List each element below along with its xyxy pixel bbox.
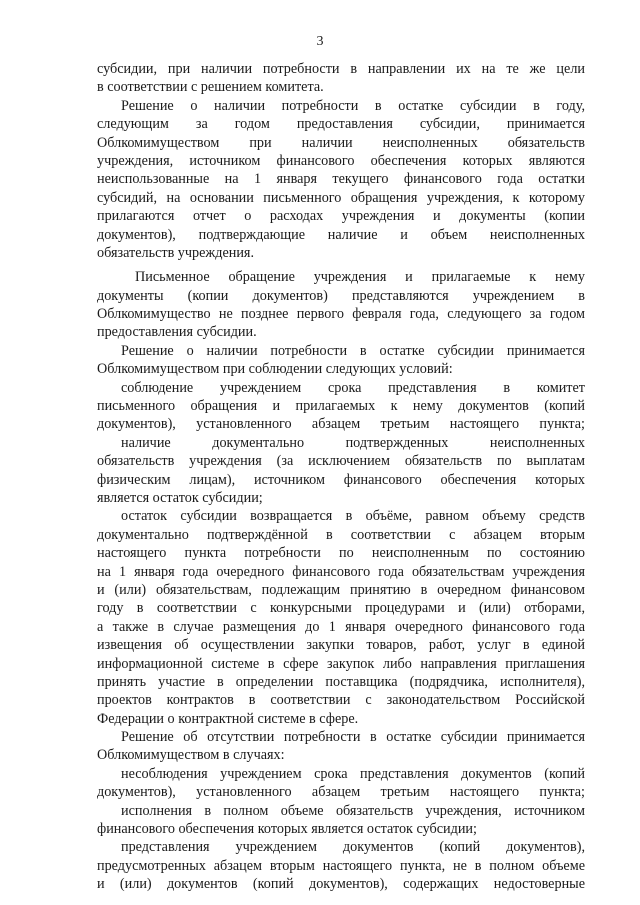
text-line: Решение об отсутствии потребности в остатке субсидии принимается — [121, 729, 585, 746]
text-line: Решение о наличии потребности в остатке субсидии принимается — [121, 342, 585, 359]
text-line: Облкомимущество не позднее первого февраля года, следующего за годом — [97, 306, 585, 323]
text-line: обязательств учреждения (за исключением обязательств по выплатам — [97, 453, 585, 470]
text-line: документов), установленного абзацем третьим настоящего пункта; — [97, 416, 585, 433]
text-line: Облкомимуществом в случаях: — [97, 747, 285, 764]
text-line: Облкомимуществом при соблюдении следующих условий: — [97, 361, 453, 378]
text-line: исполнения в полном объеме обязательств учреждения, источником — [121, 802, 585, 819]
text-line: представления учреждением документов (копий документов), — [121, 839, 585, 856]
text-line: Облкомимуществом при наличии неисполненных обязательств — [97, 134, 585, 151]
text-line: прилагаются отчет о расходах учреждения и документы (копии — [97, 208, 585, 225]
text-line: извещения об осуществлении закупки товаров, работ, услуг в единой — [97, 637, 585, 654]
text-line: субсидий, на основании письменного обращения учреждения, к которому — [97, 189, 585, 206]
text-line: обязательств учреждения. — [97, 244, 255, 261]
text-line: предусмотренных абзацем вторым настоящего пункта, не в полном объеме — [97, 857, 585, 874]
text-line: информационной системе в сфере закупок либо направления приглашения — [97, 655, 585, 672]
text-line: настоящего пункта потребности по неисполненным по состоянию — [97, 545, 585, 562]
text-line: Письменное обращение учреждения и прилагаемые к нему — [135, 269, 585, 286]
text-line: принять участие в определении поставщика (подрядчика, исполнителя), — [97, 673, 585, 690]
text-line: Федерации о контрактной системе в сфере. — [97, 710, 359, 727]
text-line: проектов контрактов в соответствии с законодательством Российской — [97, 692, 585, 709]
text-line: документов), установленного абзацем третьим настоящего пункта; — [97, 784, 585, 801]
text-line: является остаток субсидии; — [97, 489, 263, 506]
text-line: соблюдение учреждением срока представления в комитет — [121, 379, 585, 396]
text-line: субсидии, при наличии потребности в направлении их на те же цели — [97, 61, 585, 77]
text-line: документов), подтверждающие наличие и объем неисполненных — [97, 226, 585, 243]
text-line: предоставления субсидии. — [97, 324, 257, 341]
document-body — [97, 60, 585, 894]
text-line: неиспользованные на 1 января текущего финансового года остатки — [97, 171, 585, 188]
text-line: Решение о наличии потребности в остатке субсидии в году, — [121, 97, 585, 114]
text-line: физическим лицам), источником финансового обеспечения которых — [97, 471, 585, 488]
text-line: и (или) обязательствам, подлежащим принятию в очередном финансовом — [97, 581, 585, 598]
text-line: на 1 января года очередного финансового года обязательствам учреждения — [97, 563, 585, 580]
text-line: в соответствии с решением комитета. — [97, 79, 324, 96]
text-line: остаток субсидии возвращается в объёме, равном объему средств — [121, 508, 585, 525]
text-line: и (или) документов (копий документов), содержащих недостоверные — [97, 876, 585, 893]
page-number: 3 — [316, 34, 324, 49]
text-line: следующим за годом предоставления субсидии, принимается — [97, 116, 585, 133]
text-line: несоблюдения учреждением срока представления документов (копий — [121, 765, 585, 782]
text-line: документально подтверждённой в соответствии с абзацем вторым — [97, 526, 585, 543]
text-line: году в соответствии с конкурсными процедурами и (или) отборами, — [97, 600, 585, 617]
text-line: финансового обеспечения которых является остаток субсидии; — [97, 821, 477, 838]
text-line: наличие документально подтвержденных неисполненных — [121, 434, 585, 451]
text-line: письменного обращения и прилагаемых к нему документов (копий — [97, 398, 585, 415]
text-line: документы (копии документов) представляются учреждением в — [97, 287, 585, 304]
text-line: учреждения, источником финансового обеспечения которых являются — [97, 152, 585, 169]
text-line: а также в случае размещения до 1 января очередного финансового года — [97, 618, 585, 635]
